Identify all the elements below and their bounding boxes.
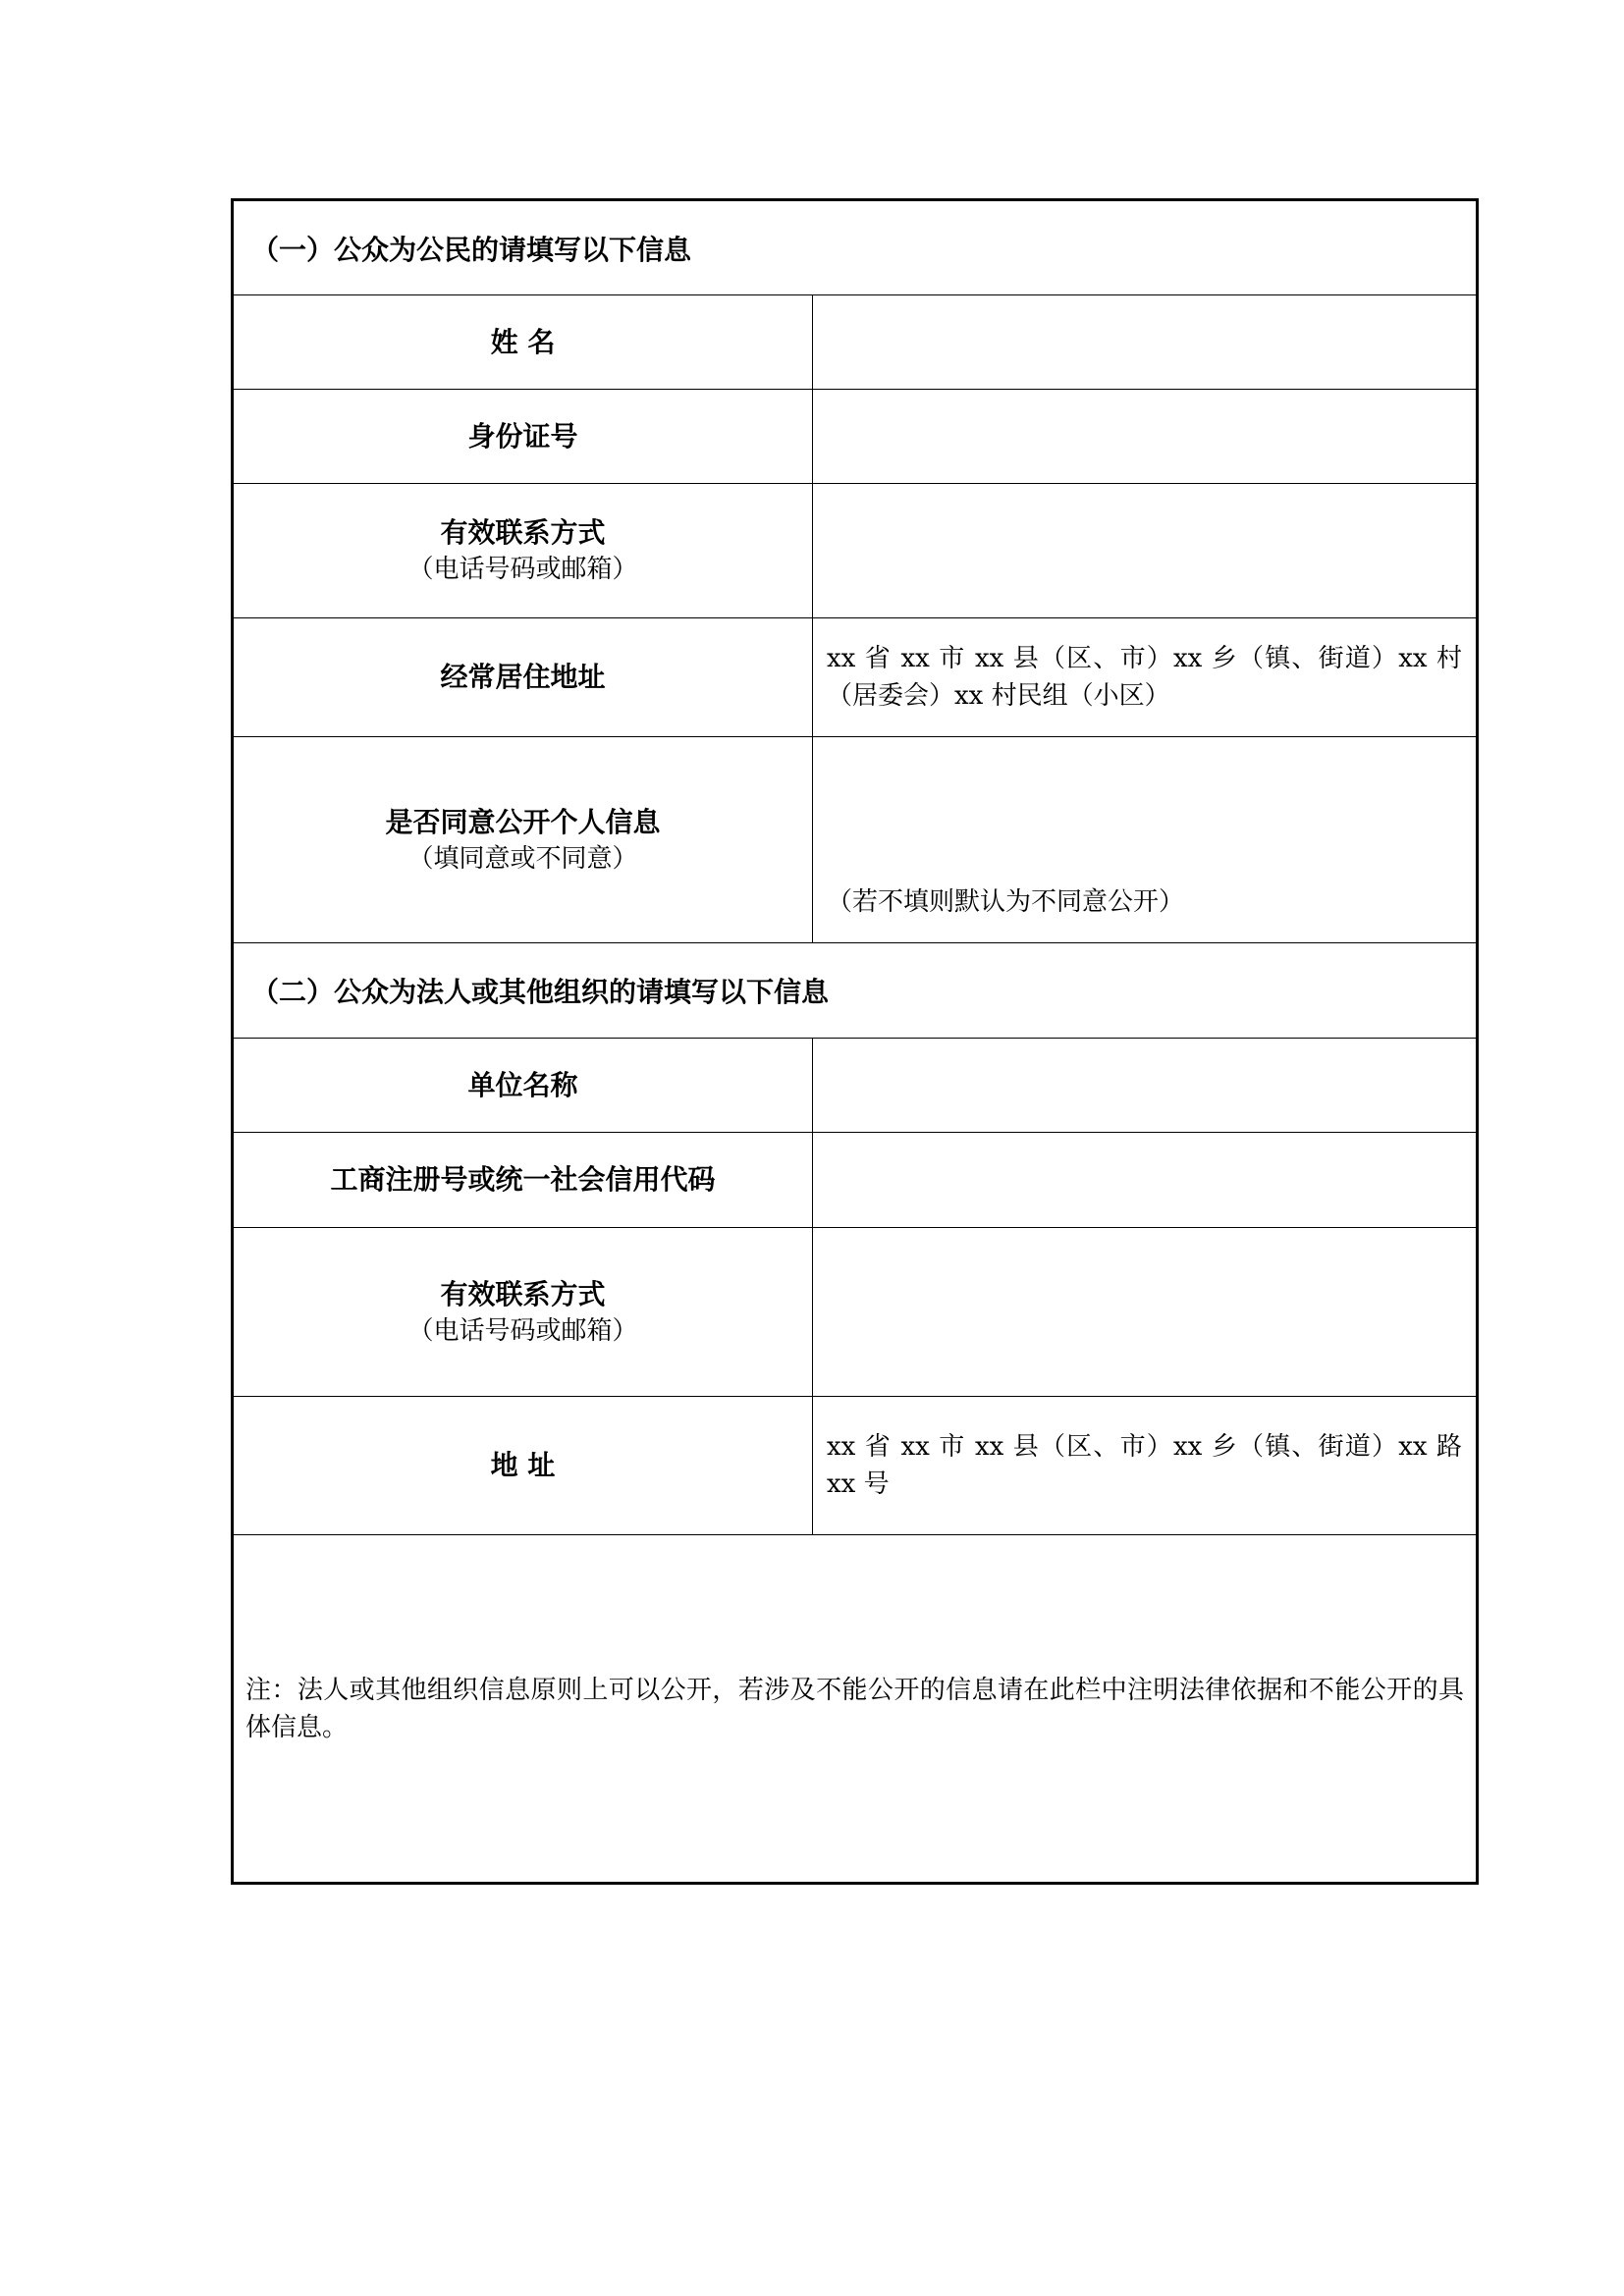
citizen-contact-label-cell	[233, 484, 813, 618]
residence-label: 经常居住地址	[440, 661, 606, 693]
id-number-label-cell	[233, 390, 813, 484]
citizen-contact-input[interactable]	[813, 484, 1478, 618]
consent-label-cell	[233, 737, 813, 943]
org-name-label-cell	[233, 1039, 813, 1133]
reg-code-label-cell	[233, 1133, 813, 1228]
address-label-cell	[233, 1397, 813, 1535]
residence-input[interactable]: xx 省 xx 市 xx 县（区、市）xx 乡（镇、街道）xx 村（居委会）xx 村民组（小区）	[813, 618, 1478, 737]
org-contact-sublabel: （电话号码或邮箱）	[407, 1315, 638, 1346]
org-contact-input[interactable]	[813, 1228, 1478, 1397]
section2-title: （二）公众为法人或其他组织的请填写以下信息	[233, 943, 1478, 1039]
consent-label: 是否同意公开个人信息	[385, 805, 661, 838]
name-input[interactable]	[813, 295, 1478, 390]
consent-sublabel: （填同意或不同意）	[407, 843, 638, 874]
id-number-label: 身份证号	[467, 419, 578, 453]
org-name-label: 单位名称	[467, 1068, 578, 1101]
org-contact-label-cell	[233, 1228, 813, 1397]
residence-label-cell	[233, 618, 813, 737]
address-label: 地 址	[490, 1449, 556, 1481]
name-label-cell	[233, 295, 813, 390]
citizen-contact-label: 有效联系方式	[440, 516, 606, 549]
name-label: 姓 名	[490, 325, 556, 358]
information-form-table	[231, 198, 1479, 1885]
reg-code-label: 工商注册号或统一社会信用代码	[330, 1163, 716, 1196]
citizen-contact-sublabel: （电话号码或邮箱）	[407, 555, 638, 584]
org-name-input[interactable]	[813, 1039, 1478, 1133]
section1-title: （一）公众为公民的请填写以下信息	[233, 200, 1478, 295]
id-number-input[interactable]	[813, 390, 1478, 484]
address-input[interactable]: xx 省 xx 市 xx 县（区、市）xx 乡（镇、街道）xx 路 xx 号	[813, 1397, 1478, 1535]
org-contact-label: 有效联系方式	[440, 1277, 606, 1310]
org-note-cell[interactable]: 注：法人或其他组织信息原则上可以公开，若涉及不能公开的信息请在此栏中注明法律依据和不能公开的具体信息。	[233, 1535, 1478, 1884]
reg-code-input[interactable]	[813, 1133, 1478, 1228]
consent-input[interactable]: （若不填则默认为不同意公开）	[813, 737, 1478, 943]
